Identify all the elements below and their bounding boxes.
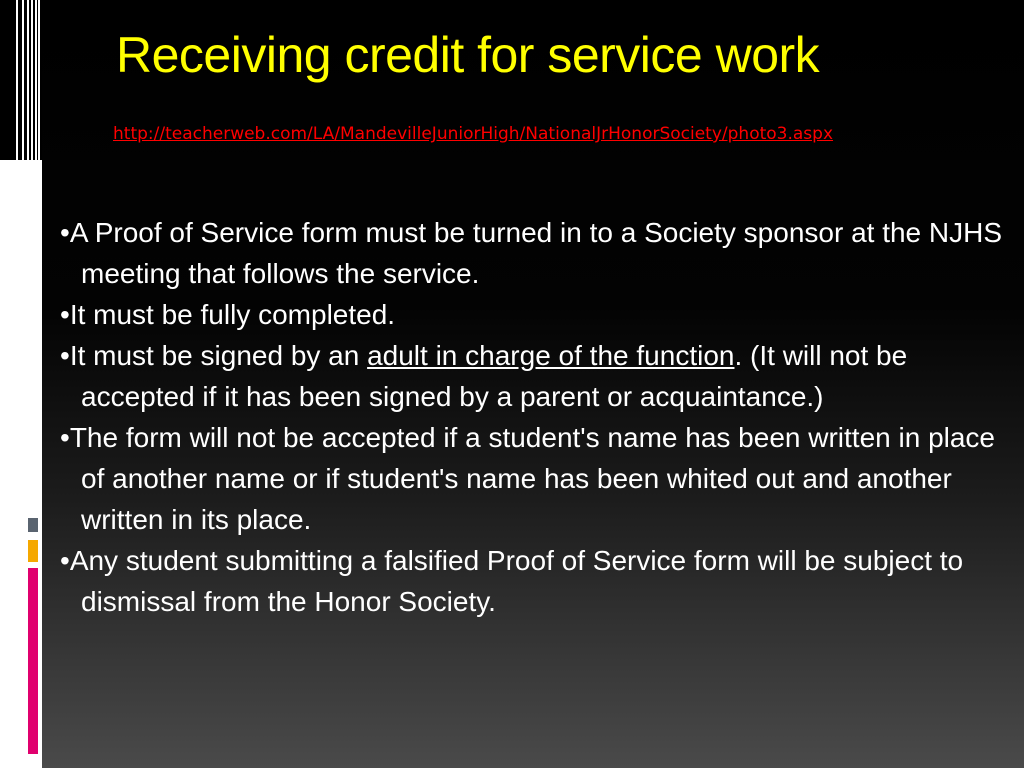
bullet-text: Any student submitting a falsified Proof of Service form will be subject to dismissal from the Honor Society. <box>69 545 964 617</box>
bullet-list <box>60 212 1015 622</box>
bullet-marker: • <box>60 545 70 576</box>
bullet-item <box>60 417 1015 540</box>
bullet-marker: • <box>60 422 70 453</box>
accent-magenta-block <box>28 568 38 754</box>
bullet-text: It must be fully completed. <box>69 299 396 330</box>
bullet-marker: • <box>60 340 70 371</box>
accent-orange-block <box>28 540 38 562</box>
bullet-item <box>60 294 1015 335</box>
decorative-stripes <box>0 0 42 160</box>
bullet-item <box>60 540 1015 622</box>
bullet-item <box>60 335 1015 417</box>
bullet-item <box>60 212 1015 294</box>
bullet-marker: • <box>60 217 70 248</box>
bullet-marker: • <box>60 299 70 330</box>
source-link[interactable]: http://teacherweb.com/LA/MandevilleJuniorHigh/NationalJrHonorSociety/photo3.aspx <box>113 124 834 144</box>
bullet-text: The form will not be accepted if a student's name has been written in place of another name or if student's name has been whited out and another written in its place. <box>69 422 996 535</box>
bullet-text: A Proof of Service form must be turned in to a Society sponsor at the NJHS meeting that follows the service. <box>69 217 1003 289</box>
slide-title: Receiving credit for service work <box>116 27 820 83</box>
bullet-text: . (It will not be accepted if it has been signed by a parent or acquaintance.) <box>81 340 908 412</box>
accent-gray-block <box>28 518 38 532</box>
bullet-text: It must be signed by an <box>69 340 368 371</box>
underlined-phrase: adult in charge of the function <box>367 340 735 371</box>
